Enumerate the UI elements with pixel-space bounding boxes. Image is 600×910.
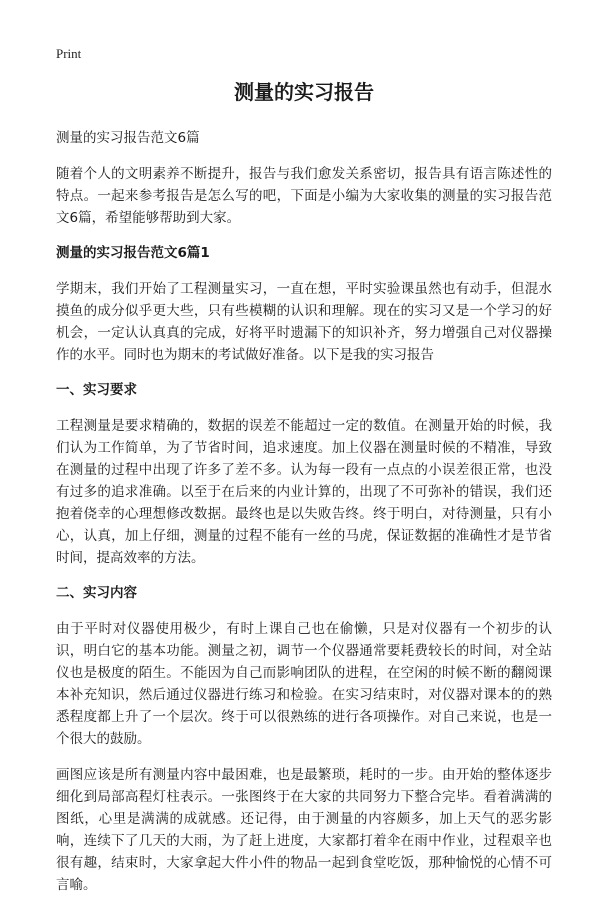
paragraph-2: 工程测量是要求精确的，数据的误差不能超过一定的数值。在测量开始的时候，我们认为工作简单，为了节省时间，追求速度。加上仪器在测量时候的不精准，导致在测量的过程中出现了许多了差不多。认为每一段有一点点的小误差很正常，也没有过多的追求准确。以至于在后来的内业计算的，出现了不可弥补的错误，我们还抱着侥幸的心理想修改数据。最终也是以失败告终。终于明白，对待测量，只有小心，认真，加上仔细，测量的过程不能有一丝的马虎，保证数据的准确性才是节省时间，提高效率的方法。 bbox=[56, 418, 552, 566]
section-title: 测量的实习报告范文6篇1 bbox=[56, 245, 210, 261]
print-link[interactable]: Print bbox=[56, 46, 82, 61]
document-subtitle: 测量的实习报告范文6篇 bbox=[56, 130, 200, 146]
document-body bbox=[56, 78, 552, 910]
paragraph-1: 学期末，我们开始了工程测量实习，一直在想，平时实验课虽然也有动手，但混水摸鱼的成分似乎更大些，只有些模糊的认识和理解。现在的实习又是一个学习的好机会，一定认认真真的完成，好将平时遗漏下的知识补齐，努力增强自己对仪器操作的水平。同时也为期末的考试做好准备。以下是我的实习报告 bbox=[56, 281, 552, 363]
paragraph-4: 画图应该是所有测量内容中最困难，也是最繁琐，耗时的一步。由开始的整体逐步细化到局部高程灯柱表示。一张图终于在大家的共同努力下整合完毕。看着满满的图纸，心里是满满的成就感。还记得，由于测量的内容颇多，加上天气的恶劣影响，连续下了几天的大雨，为了赶上进度，大家都打着伞在雨中作业，过程艰辛也很有趣，结束时，大家拿起大件小件的物品一起到食堂吃饭，那种愉悦的心情不可言喻。 bbox=[56, 767, 552, 893]
page-title: 测量的实习报告 bbox=[234, 80, 374, 104]
heading-requirements: 一、实习要求 bbox=[56, 382, 137, 398]
intro-paragraph: 随着个人的文明素养不断提升，报告与我们愈发关系密切，报告具有语言陈述性的特点。一起来参考报告是怎么写的吧，下面是小编为大家收集的测量的实习报告范文6篇，希望能够帮助到大家。 bbox=[56, 166, 552, 226]
heading-content: 二、实习内容 bbox=[56, 585, 137, 601]
paragraph-3: 由于平时对仪器使用极少，有时上课自己也在偷懒，只是对仪器有一个初步的认识，明白它的基本功能。测量之初，调节一个仪器通常要耗费较长的时间，对全站仪也是极度的陌生。不能因为自己而影响团队的进程，在空闲的时候不断的翻阅课本补充知识，然后通过仪器进行练习和检验。在实习结束时，对仪器对课本的的熟悉程度都上升了一个层次。终于可以很熟练的进行各项操作。对自己来说，也是一个很大的鼓励。 bbox=[56, 621, 552, 747]
